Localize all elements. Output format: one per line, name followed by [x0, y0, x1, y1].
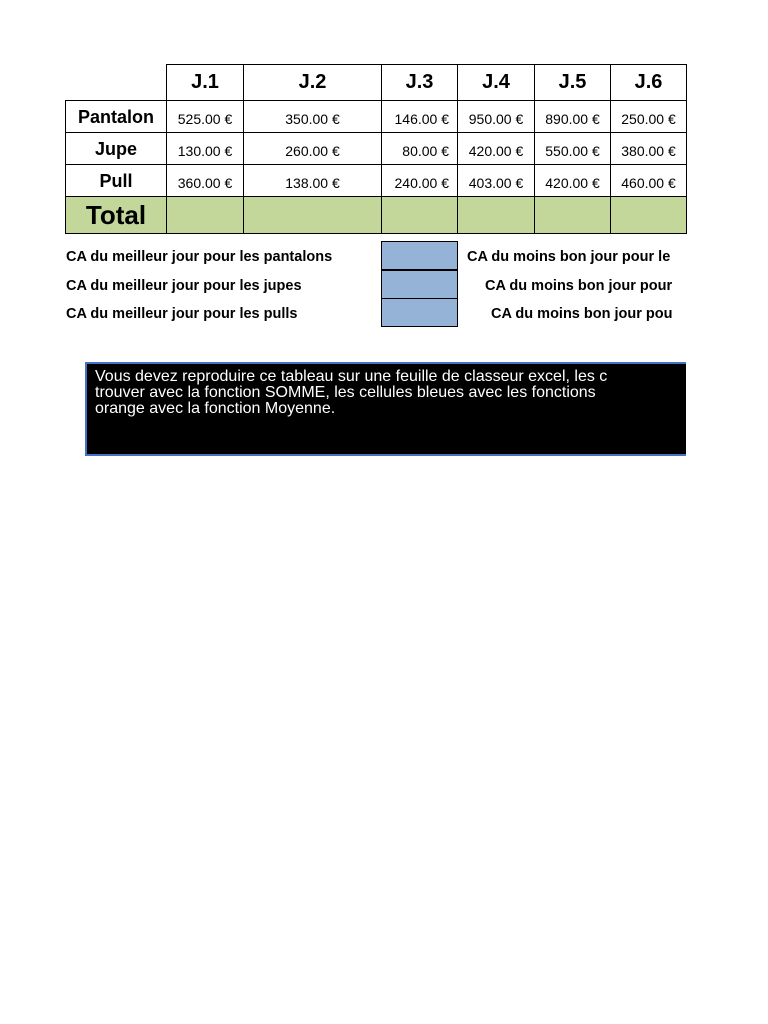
table-row — [66, 165, 687, 197]
row-header-pantalon[interactable]: Pantalon — [66, 101, 167, 133]
total-label[interactable]: Total — [66, 197, 167, 234]
value-cell[interactable]: 360.00 € — [167, 165, 244, 197]
total-cell-5[interactable] — [535, 197, 611, 234]
day-header-1[interactable]: J.1 — [167, 65, 244, 101]
table-row — [66, 101, 687, 133]
value-cell[interactable]: 525.00 € — [167, 101, 244, 133]
best-day-result-pulls[interactable] — [381, 298, 458, 327]
day-header-5[interactable]: J.5 — [535, 65, 611, 101]
value-cell[interactable]: 890.00 € — [535, 101, 611, 133]
value-cell[interactable]: 260.00 € — [244, 133, 382, 165]
instructions-line-3: orange avec la fonction Moyenne. — [95, 400, 336, 417]
sales-table — [65, 64, 687, 234]
row-header-jupe[interactable]: Jupe — [66, 133, 167, 165]
best-day-result-pantalons[interactable] — [381, 241, 458, 270]
best-day-label-jupes: CA du meilleur jour pour les jupes — [66, 278, 302, 294]
value-cell[interactable]: 138.00 € — [244, 165, 382, 197]
value-cell[interactable]: 420.00 € — [535, 165, 611, 197]
instructions-line-1: Vous devez reproduire ce tableau sur une feuille de classeur excel, les c — [95, 368, 608, 385]
worst-day-labels — [458, 240, 686, 330]
instructions-textbox[interactable] — [85, 362, 686, 460]
day-header-6[interactable]: J.6 — [611, 65, 687, 101]
table-row — [66, 133, 687, 165]
instructions-box — [85, 362, 686, 456]
total-cell-6[interactable] — [611, 197, 687, 234]
best-day-label-pantalons: CA du meilleur jour pour les pantalons — [66, 249, 333, 265]
value-cell[interactable]: 80.00 € — [382, 133, 458, 165]
value-cell[interactable]: 240.00 € — [382, 165, 458, 197]
total-cell-3[interactable] — [382, 197, 458, 234]
corner-cell[interactable] — [66, 65, 167, 101]
total-row — [66, 197, 687, 234]
worst-day-label-jupes: CA du moins bon jour pour — [485, 278, 673, 294]
instructions-line-2: trouver avec la fonction SOMME, les cellules bleues avec les fonctions — [95, 384, 596, 401]
best-day-label-pulls: CA du meilleur jour pour les pulls — [66, 306, 298, 322]
total-cell-4[interactable] — [458, 197, 535, 234]
value-cell[interactable]: 550.00 € — [535, 133, 611, 165]
header-row — [66, 65, 687, 101]
row-header-pull[interactable]: Pull — [66, 165, 167, 197]
total-cell-1[interactable] — [167, 197, 244, 234]
value-cell[interactable]: 950.00 € — [458, 101, 535, 133]
day-header-4[interactable]: J.4 — [458, 65, 535, 101]
value-cell[interactable]: 250.00 € — [611, 101, 687, 133]
value-cell[interactable]: 350.00 € — [244, 101, 382, 133]
value-cell[interactable]: 130.00 € — [167, 133, 244, 165]
day-header-3[interactable]: J.3 — [382, 65, 458, 101]
worst-day-label-pulls: CA du moins bon jour pou — [491, 306, 673, 322]
value-cell[interactable]: 146.00 € — [382, 101, 458, 133]
best-day-result-jupes[interactable] — [381, 270, 458, 299]
value-cell[interactable]: 403.00 € — [458, 165, 535, 197]
total-cell-2[interactable] — [244, 197, 382, 234]
worst-day-label-pantalons: CA du moins bon jour pour le — [467, 249, 671, 265]
day-header-2[interactable]: J.2 — [244, 65, 382, 101]
value-cell[interactable]: 380.00 € — [611, 133, 687, 165]
value-cell[interactable]: 420.00 € — [458, 133, 535, 165]
value-cell[interactable]: 460.00 € — [611, 165, 687, 197]
